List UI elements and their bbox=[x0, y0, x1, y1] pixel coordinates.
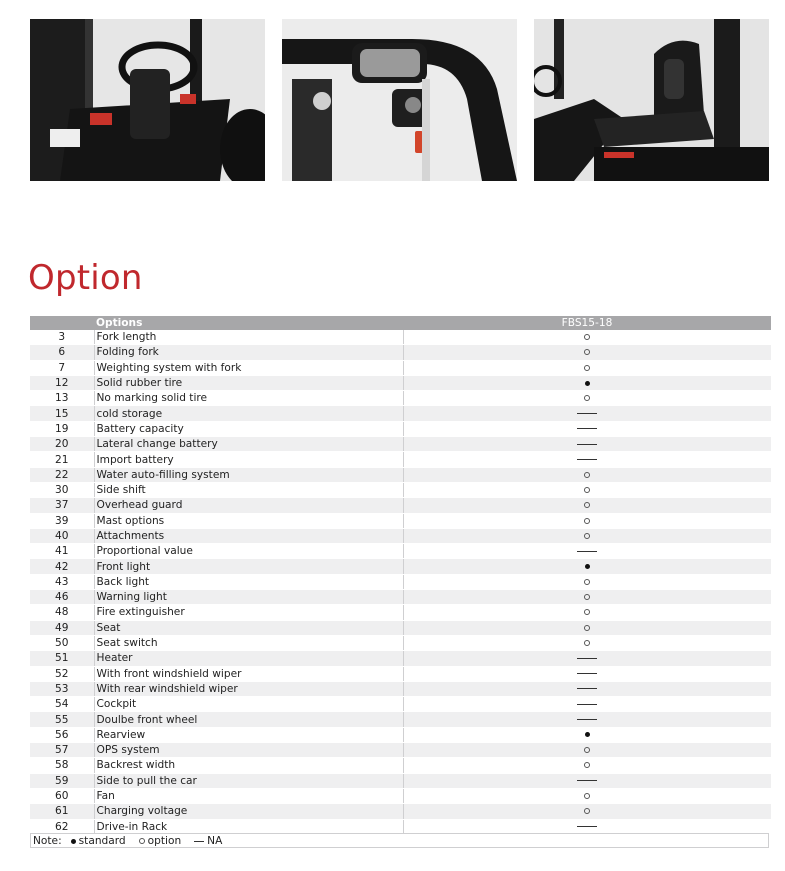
row-option-name: Side shift bbox=[94, 482, 403, 497]
row-number: 41 bbox=[30, 544, 94, 559]
table-row bbox=[30, 804, 771, 819]
option-symbol-icon bbox=[139, 838, 145, 844]
na-dash-icon bbox=[577, 658, 597, 659]
table-row bbox=[30, 651, 771, 666]
row-availability bbox=[403, 437, 771, 452]
table-header-row bbox=[30, 316, 771, 330]
row-option-name: Seat switch bbox=[94, 635, 403, 650]
table-row bbox=[30, 590, 771, 605]
note-na: NA bbox=[207, 835, 223, 847]
row-option-name: Attachments bbox=[94, 528, 403, 543]
row-option-name: Seat bbox=[94, 620, 403, 635]
standard-dot-icon bbox=[585, 564, 590, 569]
option-circle-icon bbox=[584, 349, 590, 355]
na-dash-icon bbox=[577, 826, 597, 827]
row-option-name: Heater bbox=[94, 651, 403, 666]
row-option-name: No marking solid tire bbox=[94, 391, 403, 406]
row-option-name: Mast options bbox=[94, 513, 403, 528]
table-row bbox=[30, 528, 771, 543]
table-row bbox=[30, 666, 771, 681]
option-circle-icon bbox=[584, 365, 590, 371]
na-symbol-icon bbox=[194, 841, 204, 842]
row-availability bbox=[403, 804, 771, 819]
row-number: 39 bbox=[30, 513, 94, 528]
row-option-name: Warning light bbox=[94, 590, 403, 605]
row-number: 48 bbox=[30, 605, 94, 620]
option-circle-icon bbox=[584, 533, 590, 539]
standard-dot-icon bbox=[585, 732, 590, 737]
table-row bbox=[30, 712, 771, 727]
row-availability bbox=[403, 375, 771, 390]
row-number: 54 bbox=[30, 697, 94, 712]
row-number: 60 bbox=[30, 788, 94, 803]
cab-photo bbox=[30, 19, 265, 181]
row-option-name: Weighting system with fork bbox=[94, 360, 403, 375]
table-row bbox=[30, 635, 771, 650]
row-number: 21 bbox=[30, 452, 94, 467]
table-row bbox=[30, 727, 771, 742]
option-circle-icon bbox=[584, 609, 590, 615]
na-dash-icon bbox=[577, 428, 597, 429]
na-dash-icon bbox=[577, 704, 597, 705]
row-number: 51 bbox=[30, 651, 94, 666]
row-availability bbox=[403, 758, 771, 773]
row-option-name: Drive-in Rack bbox=[94, 819, 403, 834]
row-availability bbox=[403, 406, 771, 421]
row-number: 46 bbox=[30, 590, 94, 605]
row-number: 19 bbox=[30, 421, 94, 436]
row-availability bbox=[403, 590, 771, 605]
row-availability bbox=[403, 743, 771, 758]
table-row bbox=[30, 421, 771, 436]
row-availability bbox=[403, 712, 771, 727]
header-model: FBS15-18 bbox=[403, 316, 771, 330]
table-row bbox=[30, 513, 771, 528]
row-availability bbox=[403, 482, 771, 497]
row-number: 43 bbox=[30, 574, 94, 589]
row-availability bbox=[403, 360, 771, 375]
table-row bbox=[30, 743, 771, 758]
row-availability bbox=[403, 788, 771, 803]
row-number: 57 bbox=[30, 743, 94, 758]
na-dash-icon bbox=[577, 719, 597, 720]
row-option-name: Solid rubber tire bbox=[94, 375, 403, 390]
row-number: 58 bbox=[30, 758, 94, 773]
note-option: option bbox=[147, 835, 182, 847]
row-number: 6 bbox=[30, 345, 94, 360]
row-availability bbox=[403, 697, 771, 712]
row-number: 49 bbox=[30, 620, 94, 635]
row-option-name: Folding fork bbox=[94, 345, 403, 360]
row-option-name: Rearview bbox=[94, 727, 403, 742]
row-number: 30 bbox=[30, 482, 94, 497]
row-number: 13 bbox=[30, 391, 94, 406]
row-availability bbox=[403, 452, 771, 467]
option-circle-icon bbox=[584, 762, 590, 768]
row-number: 40 bbox=[30, 528, 94, 543]
row-availability bbox=[403, 391, 771, 406]
table-row bbox=[30, 788, 771, 803]
table-row bbox=[30, 819, 771, 834]
option-circle-icon bbox=[584, 487, 590, 493]
option-circle-icon bbox=[584, 640, 590, 646]
row-number: 42 bbox=[30, 559, 94, 574]
row-option-name: Back light bbox=[94, 574, 403, 589]
option-circle-icon bbox=[584, 747, 590, 753]
na-dash-icon bbox=[577, 780, 597, 781]
row-availability bbox=[403, 819, 771, 834]
row-option-name: Charging voltage bbox=[94, 804, 403, 819]
na-dash-icon bbox=[577, 444, 597, 445]
row-availability bbox=[403, 620, 771, 635]
row-option-name: Import battery bbox=[94, 452, 403, 467]
row-number: 62 bbox=[30, 819, 94, 834]
row-option-name: Fork length bbox=[94, 330, 403, 345]
row-number: 56 bbox=[30, 727, 94, 742]
table-row bbox=[30, 406, 771, 421]
na-dash-icon bbox=[577, 688, 597, 689]
option-circle-icon bbox=[584, 518, 590, 524]
option-circle-icon bbox=[584, 395, 590, 401]
row-option-name: With front windshield wiper bbox=[94, 666, 403, 681]
row-option-name: Battery capacity bbox=[94, 421, 403, 436]
row-availability bbox=[403, 605, 771, 620]
standard-dot-icon bbox=[585, 381, 590, 386]
row-option-name: Backrest width bbox=[94, 758, 403, 773]
header-options: Options bbox=[94, 316, 403, 330]
row-number: 15 bbox=[30, 406, 94, 421]
option-circle-icon bbox=[584, 808, 590, 814]
table-row bbox=[30, 375, 771, 390]
table-row bbox=[30, 391, 771, 406]
header-num bbox=[30, 316, 94, 330]
row-option-name: Side to pull the car bbox=[94, 773, 403, 788]
table-row bbox=[30, 482, 771, 497]
row-number: 20 bbox=[30, 437, 94, 452]
option-circle-icon bbox=[584, 334, 590, 340]
option-circle-icon bbox=[584, 793, 590, 799]
table-row bbox=[30, 559, 771, 574]
na-dash-icon bbox=[577, 459, 597, 460]
row-option-name: cold storage bbox=[94, 406, 403, 421]
row-option-name: Proportional value bbox=[94, 544, 403, 559]
row-availability bbox=[403, 330, 771, 345]
row-availability bbox=[403, 574, 771, 589]
seat-photo bbox=[534, 19, 769, 181]
option-circle-icon bbox=[584, 579, 590, 585]
table-row bbox=[30, 544, 771, 559]
option-circle-icon bbox=[584, 502, 590, 508]
row-number: 3 bbox=[30, 330, 94, 345]
na-dash-icon bbox=[577, 551, 597, 552]
row-number: 53 bbox=[30, 681, 94, 696]
option-circle-icon bbox=[584, 594, 590, 600]
table-row bbox=[30, 773, 771, 788]
row-availability bbox=[403, 651, 771, 666]
row-number: 7 bbox=[30, 360, 94, 375]
row-availability bbox=[403, 544, 771, 559]
row-number: 12 bbox=[30, 375, 94, 390]
row-number: 61 bbox=[30, 804, 94, 819]
row-availability bbox=[403, 635, 771, 650]
row-number: 22 bbox=[30, 467, 94, 482]
row-availability bbox=[403, 727, 771, 742]
row-option-name: Doulbe front wheel bbox=[94, 712, 403, 727]
row-availability bbox=[403, 528, 771, 543]
table-row bbox=[30, 452, 771, 467]
row-number: 59 bbox=[30, 773, 94, 788]
legend-note bbox=[30, 833, 769, 848]
row-option-name: Fan bbox=[94, 788, 403, 803]
table-row bbox=[30, 360, 771, 375]
standard-symbol-icon bbox=[71, 839, 76, 844]
na-dash-icon bbox=[577, 413, 597, 414]
table-row bbox=[30, 330, 771, 345]
table-row bbox=[30, 697, 771, 712]
row-option-name: Water auto-filling system bbox=[94, 467, 403, 482]
row-availability bbox=[403, 773, 771, 788]
option-circle-icon bbox=[584, 472, 590, 478]
row-availability bbox=[403, 467, 771, 482]
row-option-name: Front light bbox=[94, 559, 403, 574]
row-number: 50 bbox=[30, 635, 94, 650]
row-option-name: Cockpit bbox=[94, 697, 403, 712]
note-standard: standard bbox=[78, 835, 126, 847]
mirror-light-photo bbox=[282, 19, 517, 181]
row-availability bbox=[403, 498, 771, 513]
row-option-name: Lateral change battery bbox=[94, 437, 403, 452]
table-row bbox=[30, 605, 771, 620]
row-option-name: Overhead guard bbox=[94, 498, 403, 513]
row-number: 52 bbox=[30, 666, 94, 681]
table-row bbox=[30, 574, 771, 589]
row-option-name: Fire extinguisher bbox=[94, 605, 403, 620]
options-table bbox=[30, 316, 771, 835]
row-number: 37 bbox=[30, 498, 94, 513]
row-availability bbox=[403, 666, 771, 681]
table-row bbox=[30, 467, 771, 482]
row-availability bbox=[403, 559, 771, 574]
table-row bbox=[30, 345, 771, 360]
row-availability bbox=[403, 421, 771, 436]
row-availability bbox=[403, 513, 771, 528]
table-row bbox=[30, 681, 771, 696]
row-availability bbox=[403, 681, 771, 696]
table-row bbox=[30, 758, 771, 773]
row-availability bbox=[403, 345, 771, 360]
row-option-name: OPS system bbox=[94, 743, 403, 758]
table-row bbox=[30, 437, 771, 452]
page-title: Option bbox=[28, 258, 143, 298]
table-row bbox=[30, 498, 771, 513]
option-circle-icon bbox=[584, 625, 590, 631]
table-row bbox=[30, 620, 771, 635]
row-option-name: With rear windshield wiper bbox=[94, 681, 403, 696]
na-dash-icon bbox=[577, 673, 597, 674]
row-number: 55 bbox=[30, 712, 94, 727]
note-label: Note: bbox=[33, 835, 62, 847]
